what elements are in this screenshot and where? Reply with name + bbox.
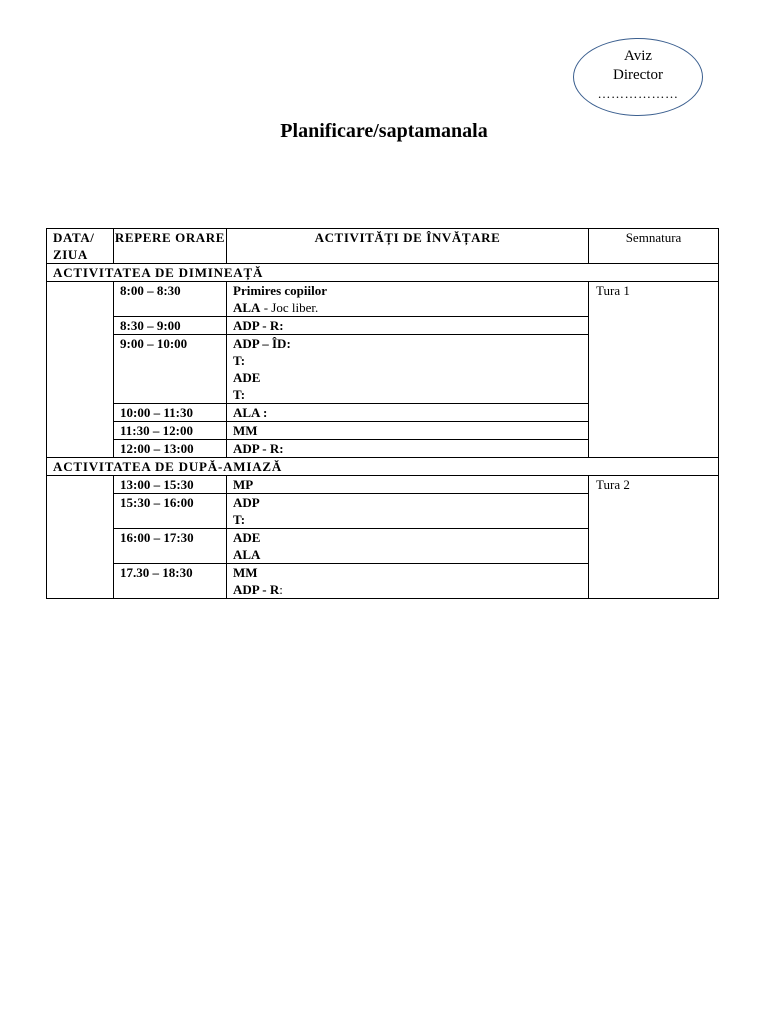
activity-line: Primires copiilor [233,283,327,298]
activity-cell [227,282,589,317]
adp-suffix: : [279,582,283,597]
activity-line: T: [233,387,246,402]
activity-line: ADP - R: [233,318,284,333]
activity-cell [227,335,589,404]
activity-cell [227,317,589,335]
section-row-morning [47,264,719,282]
table-row [47,476,719,494]
time-cell: 15:30 – 16:00 [114,494,227,529]
activity-cell [227,529,589,564]
activity-line: ADP – ÎD: [233,336,291,351]
activity-line: MM [233,423,258,438]
ala-text: - Joc liber. [260,300,319,315]
activity-line: MP [233,477,254,492]
activity-line: ADE [233,370,261,385]
header-activitati: ACTIVITĂȚI DE ÎNVĂȚARE [227,229,589,264]
activity-cell [227,476,589,494]
time-cell: 16:00 – 17:30 [114,529,227,564]
signature-cell: Tura 2 [589,476,719,599]
table-header-row [47,229,719,264]
section-label-afternoon: ACTIVITATEA DE DUPĂ-AMIAZĂ [47,458,719,476]
time-cell: 9:00 – 10:00 [114,335,227,404]
activity-line-ala [233,299,588,316]
activity-line: ADE [233,530,261,545]
adp-label: ADP - R [233,582,280,597]
header-repere-orare: REPERE ORARE [114,229,227,264]
approval-signature-dots: ……………… [597,86,679,101]
activity-line: T: [233,512,246,527]
date-cell [47,476,114,599]
activity-cell [227,564,589,599]
section-label-morning: ACTIVITATEA DE DIMINEAȚĂ [47,264,719,282]
activity-cell [227,422,589,440]
activity-cell [227,404,589,422]
activity-line: ALA : [233,405,268,420]
page-title: Planificare/saptamanala [280,120,488,142]
activity-line: ALA [233,547,261,562]
weekly-plan-table [46,228,719,599]
approval-line-director: Director [613,67,663,83]
activity-line: MM [233,565,258,580]
approval-line-aviz: Aviz [623,48,653,64]
time-cell: 12:00 – 13:00 [114,440,227,458]
activity-line: ADP - R: [233,441,284,456]
time-cell: 8:00 – 8:30 [114,282,227,317]
activity-line: T: [233,353,246,368]
header-data-ziua: DATA/ ZIUA [47,229,114,264]
time-cell: 17.30 – 18:30 [114,564,227,599]
time-cell: 11:30 – 12:00 [114,422,227,440]
header-semnatura: Semnatura [589,229,719,264]
ala-label: ALA [233,300,261,315]
signature-cell: Tura 1 [589,282,719,458]
activity-line: ADP [233,495,260,510]
activity-cell [227,494,589,529]
time-cell: 8:30 – 9:00 [114,317,227,335]
time-cell: 13:00 – 15:30 [114,476,227,494]
section-row-afternoon [47,458,719,476]
time-cell: 10:00 – 11:30 [114,404,227,422]
activity-cell [227,440,589,458]
date-cell [47,282,114,458]
activity-line-adp [233,581,588,598]
director-approval-stamp [573,38,703,116]
table-row [47,282,719,317]
